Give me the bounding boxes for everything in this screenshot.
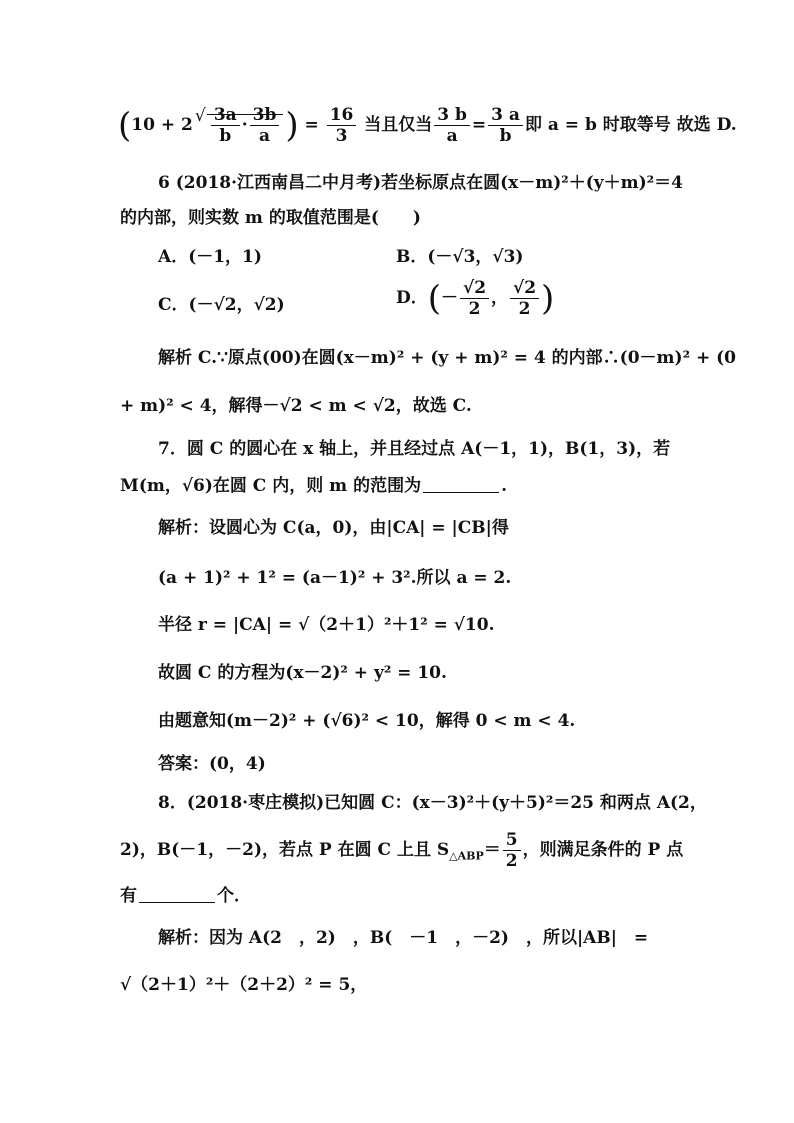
q6-option-c: C．(－√2，√2) (158, 295, 285, 315)
prev-solution-line: (10 + 2 √ $\frac{3a}{b}$ · $\frac{3b}{a}$ ) = $\frac{16}{3}$ 当且仅当 $\frac{3 b}{a}$ = $\frac{3 a}{b}$ 即 a = b 时取等号 故选 D. (118, 105, 678, 146)
q7-solution-3: 半径 r = |CA| = √（2＋1）²＋1² = √10. (158, 615, 495, 635)
q7-stem-2: M(m，√6)在圆 C 内，则 m 的范围为 . (120, 476, 508, 496)
fraction-3b-a: $\frac{3b}{a}$ (250, 105, 280, 146)
q7-answer: 答案：(0，4) (158, 754, 266, 774)
fraction-3b-over-a: $\frac{3 b}{a}$ (434, 105, 470, 146)
answer-blank (139, 884, 215, 903)
answer-blank (423, 474, 499, 493)
fraction-sqrt2-2-a: $\frac{√2}{2}$ (460, 278, 489, 319)
q6-option-a: A．(－1，1) (158, 247, 262, 267)
q7-solution-4: 故圆 C 的方程为(x－2)² + y² = 10. (158, 663, 447, 683)
when-text: 当且仅当 (364, 115, 433, 135)
left-paren: ( (118, 105, 132, 146)
q6-stem: 6 (2018·江西南昌二中月考)若坐标原点在圆(x－m)²＋(y＋m)²＝4 (158, 173, 683, 193)
q8-solution-2: √（2＋1）²＋（2＋2）² = 5， (120, 975, 368, 995)
q6-stem-2: 的内部，则实数 m 的取值范围是( ) (120, 208, 421, 228)
fraction-3a-over-b: $\frac{3 a}{b}$ (488, 105, 523, 146)
q8-stem: 8．(2018·枣庄模拟)已知圆 C：(x－3)²＋(y＋5)²＝25 和两点 A(2， (158, 793, 707, 813)
q6-option-b: B．(－√3，√3) (396, 247, 524, 267)
fraction-3a-b: √ $\frac{3a}{b}$ (211, 105, 240, 146)
q7-solution-1: 解析：设圆心为 C(a，0)，由|CA| = |CB|得 (158, 518, 509, 538)
q6-solution-2: + m)² < 4，解得－√2 < m < √2，故选 C. (120, 396, 472, 416)
q7-solution-2: (a + 1)² + 1² = (a－1)² + 3².所以 a = 2. (158, 568, 512, 588)
q8-solution-1: 解析：因为 A(2 ，2) ，B( －1 ，－2) ，所以|AB| = (158, 928, 649, 948)
q8-stem-3: 有 个． (120, 886, 251, 906)
q8-stem-2: 2)，B(－1，－2)，若点 P 在圆 C 上且 $S_{\triangle ABP}=$ $\frac{5}{2}$ ，则满足条件的 P 点 (120, 830, 684, 871)
fraction-sqrt2-2-b: $\frac{√2}{2}$ (510, 278, 539, 319)
conclusion-text: 即 a = b 时取等号 故选 D. (524, 115, 737, 135)
right-paren: ) (285, 105, 299, 146)
fraction-5-2: $\frac{5}{2}$ (503, 830, 521, 871)
q6-solution-1: 解析 C.∵原点(00)在圆(x－m)² + (y + m)² = 4 的内部∴(0－m)² + (0 (158, 348, 736, 368)
q6-option-d: D．(－ $\frac{√2}{2}$ ， $\frac{√2}{2}$ ) (396, 278, 555, 319)
sqrt-expression: √ $\frac{3a}{b}$ · $\frac{3b}{a}$ (195, 105, 283, 146)
q7-solution-5: 由题意知(m－2)² + (√6)² < 10，解得 0 < m < 4. (158, 711, 576, 731)
expr-start: 10 + 2 (131, 115, 193, 135)
q7-stem: 7．圆 C 的圆心在 x 轴上，并且经过点 A(－1，1)，B(1，3)，若 (158, 439, 671, 459)
fraction-16-3: $\frac{16}{3}$ (327, 105, 357, 146)
equals-sign: = (304, 115, 319, 135)
